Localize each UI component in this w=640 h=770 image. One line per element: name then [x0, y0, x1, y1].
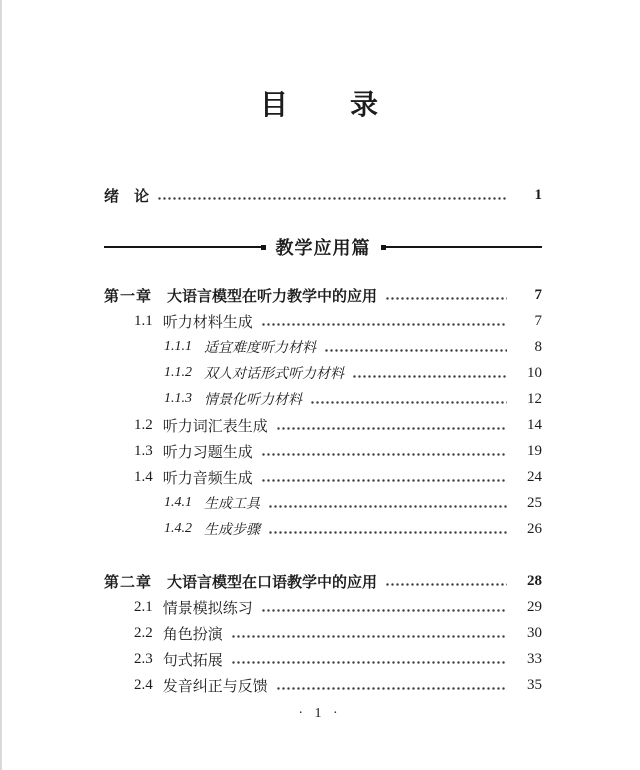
toc-chapter2-list [104, 568, 542, 698]
entry-number: 2.2 [134, 624, 153, 641]
dot-leader [260, 438, 507, 464]
entry-page: 25 [527, 494, 542, 511]
toc-entry-intro [104, 182, 542, 208]
dot-leader [260, 308, 507, 334]
toc-entry [104, 490, 542, 516]
entry-page: 1 [534, 186, 542, 203]
entry-title: 大语言模型在口语教学中的应用 [167, 573, 378, 591]
entry-page: 24 [527, 468, 542, 485]
dot-leader [275, 412, 507, 438]
entry-page: 29 [527, 598, 542, 615]
toc-entry [104, 646, 542, 672]
dot-leader [323, 334, 507, 360]
entry-title: 句式拓展 [162, 652, 223, 669]
entry-number: 1.2 [134, 416, 153, 433]
entry-number: 2.1 [134, 598, 153, 615]
entry-title: 生成工具 [204, 497, 260, 512]
entry-title: 听力音频生成 [162, 470, 253, 487]
dot-leader [260, 464, 507, 490]
entry-title: 发音纠正与反馈 [162, 678, 268, 695]
entry-title: 听力习题生成 [162, 444, 253, 461]
entry-page: 26 [527, 520, 542, 537]
toc-entry [104, 308, 542, 334]
entry-number: 1.1.1 [164, 339, 192, 354]
entry-title: 适宜难度听力材料 [204, 341, 316, 356]
entry-number: 第二章 [104, 573, 153, 591]
entry-number: 2.4 [134, 676, 153, 693]
entry-page: 33 [527, 650, 542, 667]
toc-entry [104, 568, 542, 594]
entry-page: 30 [527, 624, 542, 641]
entry-number: 1.4 [134, 468, 153, 485]
dot-leader [309, 386, 507, 412]
entry-number: 1.4.1 [164, 495, 192, 510]
entry-number: 第一章 [104, 287, 153, 305]
toc-entry [104, 464, 542, 490]
entry-title: 绪 论 [104, 188, 150, 205]
toc-entry [104, 438, 542, 464]
divider-line-right [386, 246, 543, 248]
entry-number: 1.3 [134, 442, 153, 459]
page-number: · 1 · [298, 706, 342, 721]
dot-leader [351, 360, 507, 386]
dot-leader [230, 646, 507, 672]
entry-title: 情景化听力材料 [204, 393, 302, 408]
dot-leader [260, 594, 507, 620]
dot-leader [267, 516, 507, 542]
toc-entry [104, 594, 542, 620]
toc-entry [104, 620, 542, 646]
dot-leader [230, 620, 507, 646]
toc-entry [104, 672, 542, 698]
entry-page: 19 [527, 442, 542, 459]
dot-leader [275, 672, 507, 698]
entry-page: 28 [527, 572, 542, 589]
toc-chapter1-list [104, 282, 542, 542]
dot-leader [384, 282, 507, 308]
toc-entry [104, 360, 542, 386]
toc-content [0, 182, 640, 698]
entry-page: 7 [534, 286, 542, 303]
entry-title: 大语言模型在听力教学中的应用 [167, 287, 378, 305]
entry-number: 1.4.2 [164, 521, 192, 536]
entry-page: 8 [534, 338, 542, 355]
entry-page: 14 [527, 416, 542, 433]
entry-page: 12 [527, 390, 542, 407]
entry-title: 情景模拟练习 [162, 600, 253, 617]
dot-leader [384, 568, 507, 594]
part-divider-header [104, 234, 542, 260]
entry-number: 1.1.2 [164, 365, 192, 380]
entry-page: 35 [527, 676, 542, 693]
dot-leader [156, 182, 507, 208]
entry-number: 2.3 [134, 650, 153, 667]
entry-number: 1.1 [134, 312, 153, 329]
page-title: 目 录 [259, 90, 380, 121]
entry-title: 双人对话形式听力材料 [204, 367, 344, 382]
toc-entry [104, 386, 542, 412]
entry-page: 7 [534, 312, 542, 329]
toc-entry [104, 334, 542, 360]
entry-title: 听力词汇表生成 [162, 418, 268, 435]
entry-number: 1.1.3 [164, 391, 192, 406]
entry-title: 听力材料生成 [162, 314, 253, 331]
entry-title: 角色扮演 [162, 626, 223, 643]
entry-title: 生成步骤 [204, 523, 260, 538]
toc-entry [104, 516, 542, 542]
dot-leader [267, 490, 507, 516]
square-bullet-icon [261, 245, 266, 250]
entry-page: 10 [527, 364, 542, 381]
toc-entry [104, 412, 542, 438]
divider-line-left [104, 246, 261, 248]
toc-entry [104, 282, 542, 308]
part-title: 教学应用篇 [275, 238, 371, 258]
